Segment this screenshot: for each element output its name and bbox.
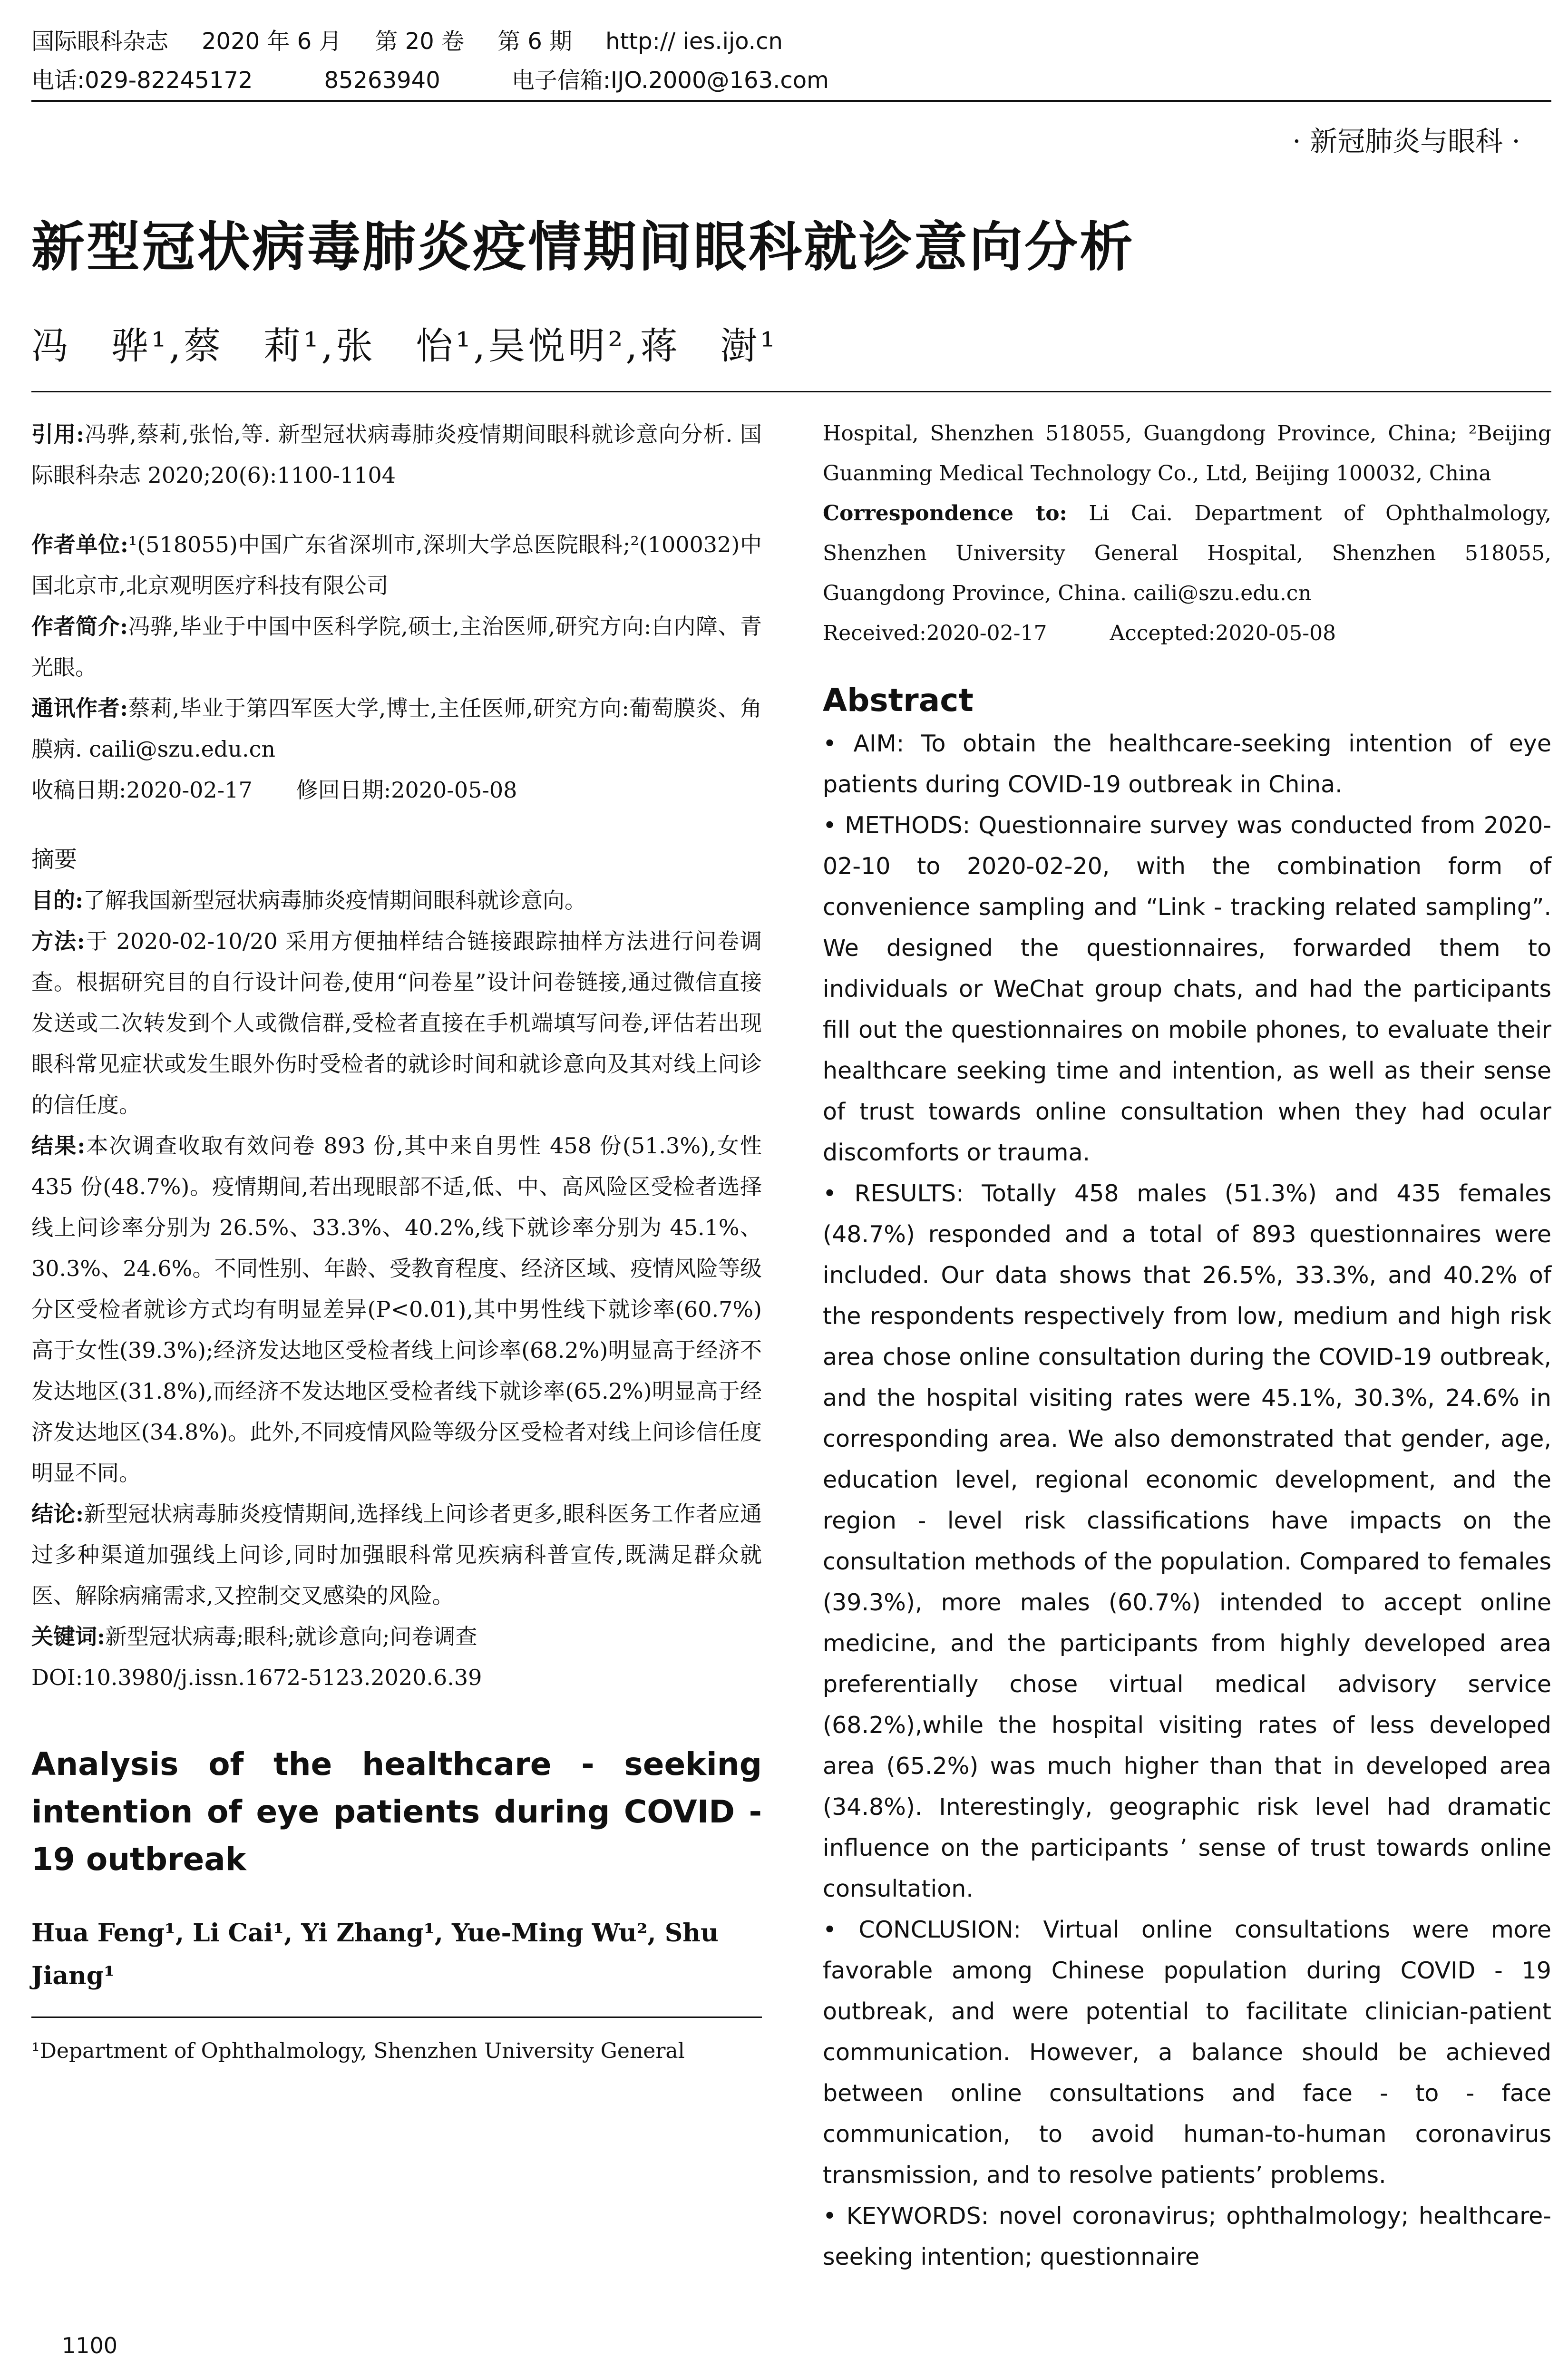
issue: 第 6 期: [497, 28, 573, 55]
issue-date: 2020 年 6 月: [202, 28, 342, 55]
keywords-cn: 关键词:新型冠状病毒;眼科;就诊意向;问卷调查: [31, 1624, 477, 1649]
english-authors: Hua Feng¹, Li Cai¹, Yi Zhang¹, Yue-Ming Wu², Shu Jiang¹: [31, 1919, 719, 1990]
title-rule: [31, 391, 1551, 392]
right-column: [823, 414, 1551, 2278]
correspondence-en: Correspondence to: Li Cai. Department of Ophthalmology, Shenzhen University General Hospital, Shenzhen 518055, Guangdong Province, China. caili@szu.edu.cn: [823, 501, 1551, 605]
english-title: Analysis of the healthcare - seeking intention of eye patients during COVID - 19 outbreak: [31, 1746, 762, 1878]
chinese-authors: 冯 骅¹,蔡 莉¹,张 怡¹,吴悦明²,蒋 澍¹: [31, 325, 778, 368]
keywords-en: • KEYWORDS: novel coronavirus; ophthalmology; healthcare-seeking intention; questionnaire: [823, 2202, 1551, 2270]
methods-en: • METHODS: Questionnaire survey was conducted from 2020-02-10 to 2020-02-20, with the combination form of convenience sampling and “Link - tracking related sampling”. We designed the questionnaires, forwarded them to individuals or WeChat group chats, and had the participants fill out the questionnaires on mobile phones, to evaluate their healthcare seeking time and intention, as well as their sense of trust towards online consultation when they had ocular discomforts or trauma.: [823, 812, 1552, 1166]
corresponding-author: 通讯作者:蔡莉,毕业于第四军医大学,博士,主任医师,研究方向:葡萄膜炎、角膜病. caili@szu.edu.cn: [31, 695, 762, 762]
conclusion-en: • CONCLUSION: Virtual online consultations were more favorable among Chinese population during COVID - 19 outbreak, and were potential to facilitate clinician-patient communication. However, a balance should be achieved between online consultations and face - to - face communication, to avoid human-to-human coronavirus transmission, and to resolve patients’ problems.: [823, 1916, 1552, 2189]
phone: 电话:029-82245172: [31, 67, 253, 94]
abstract-heading: Abstract: [823, 682, 974, 719]
aim-cn: 目的:了解我国新型冠状病毒肺炎疫情期间眼科就诊意向。: [31, 887, 586, 913]
received-accepted: Received:2020-02-17 Accepted:2020-05-08: [823, 621, 1336, 645]
abstract-label-cn: 摘要: [31, 846, 78, 873]
aim-en: • AIM: To obtain the healthcare-seeking intention of eye patients during COVID-19 outbreak in China.: [823, 730, 1551, 798]
page-number: 1100: [62, 2333, 118, 2358]
results-cn: 结果:本次调查收取有效问卷 893 份,其中来自男性 458 份(51.3%),女性 435 份(48.7%)。疫情期间,若出现眼部不适,低、中、高风险区受检者选择线上问诊率分别为 26.5%、33.3%、40.2%,线下就诊率分别为 45.1%、30.3%、24.6%。不同性别、年龄、受教育程度、经济区域、疫情风险等级分区受检者就诊方式均有明显差异(P<0.01),其中男性线下就诊率(60.7%)高于女性(39.3%);经济发达地区受检者线上问诊率(68.2%)明显高于经济不发达地区(31.8%),而经济不发达地区受检者线下就诊率(65.2%)明显高于经济发达地区(34.8%)。此外,不同疫情风险等级分区受检者对线上问诊信任度明显不同。: [31, 1133, 762, 1486]
phone-2: 85263940: [324, 67, 440, 94]
author-bio: 作者简介:冯骅,毕业于中国中医科学院,硕士,主治医师,研究方向:白内障、青光眼。: [31, 614, 762, 680]
affiliation-footnote: ¹Department of Ophthalmology, Shenzhen University General: [31, 2039, 685, 2063]
citation: 引用:冯骅,蔡莉,张怡,等. 新型冠状病毒肺炎疫情期间眼科就诊意向分析. 国际眼科杂志 2020;20(6):1100-1104: [31, 421, 762, 488]
header-rule: [31, 100, 1551, 102]
chinese-title: 新型冠状病毒肺炎疫情期间眼科就诊意向分析: [31, 216, 1135, 278]
doi[interactable]: DOI:10.3980/j.issn.1672-5123.2020.6.39: [31, 1665, 482, 1690]
journal-email[interactable]: 电子信箱:IJO.2000@163.com: [511, 67, 829, 94]
methods-cn: 方法:于 2020-02-10/20 采用方便抽样结合链接跟踪抽样方法进行问卷调查。根据研究目的自行设计问卷,使用“问卷星”设计问卷链接,通过微信直接发送或二次转发到个人或微信群,受检者直接在手机端填写问卷,评估若出现眼科常见症状或发生眼外伤时受检者的就诊时间和就诊意向及其对线上问诊的信任度。: [31, 928, 762, 1118]
left-column: [31, 414, 762, 2070]
journal-header-line1: [31, 23, 816, 56]
received-dates: 收稿日期:2020-02-17 修回日期:2020-05-08: [31, 777, 517, 803]
affiliation-continued: Hospital, Shenzhen 518055, Guangdong Province, China; ²Beijing Guanming Medical Technology Co., Ltd, Beijing 100032, China: [823, 421, 1551, 486]
results-en: • RESULTS: Totally 458 males (51.3%) and 435 females (48.7%) responded and a total of 893 questionnaires were included. Our data shows that 26.5%, 33.3%, and 40.2% of the respondents respectively from low, medium and high risk area chose online consultation during the COVID-19 outbreak, and the hospital visiting rates were 45.1%, 30.3%, 24.6% in corresponding area. We also demonstrated that gender, age, education level, regional economic development, and the region - level risk classifications have impacts on the consultation methods of the population. Compared to females (39.3%), more males (60.7%) intended to accept online medicine, and the participants from highly developed area preferentially chose virtual medical advisory service (68.2%),while the hospital visiting rates of less developed area (65.2%) was much higher than that in developed area (34.8%). Interestingly, geographic risk level had dramatic influence on the participants ’ sense of trust towards online consultation.: [823, 1180, 1551, 1902]
author-affiliation: 作者单位:¹(518055)中国广东省深圳市,深圳大学总医院眼科;²(100032)中国北京市,北京观明医疗科技有限公司: [31, 532, 762, 598]
footnote-rule: [31, 2017, 762, 2018]
volume: 第 20 卷: [375, 28, 465, 55]
journal-header-line2: [31, 62, 900, 95]
journal-url[interactable]: http:// ies.ijo.cn: [605, 28, 783, 55]
column-tag: · 新冠肺炎与眼科 ·: [1292, 125, 1520, 157]
journal-name: 国际眼科杂志: [31, 28, 169, 55]
conclusion-cn: 结论:新型冠状病毒肺炎疫情期间,选择线上问诊者更多,眼科医务工作者应通过多种渠道加强线上问诊,同时加强眼科常见疾病科普宣传,既满足群众就医、解除病痛需求,又控制交叉感染的风险。: [31, 1501, 762, 1608]
